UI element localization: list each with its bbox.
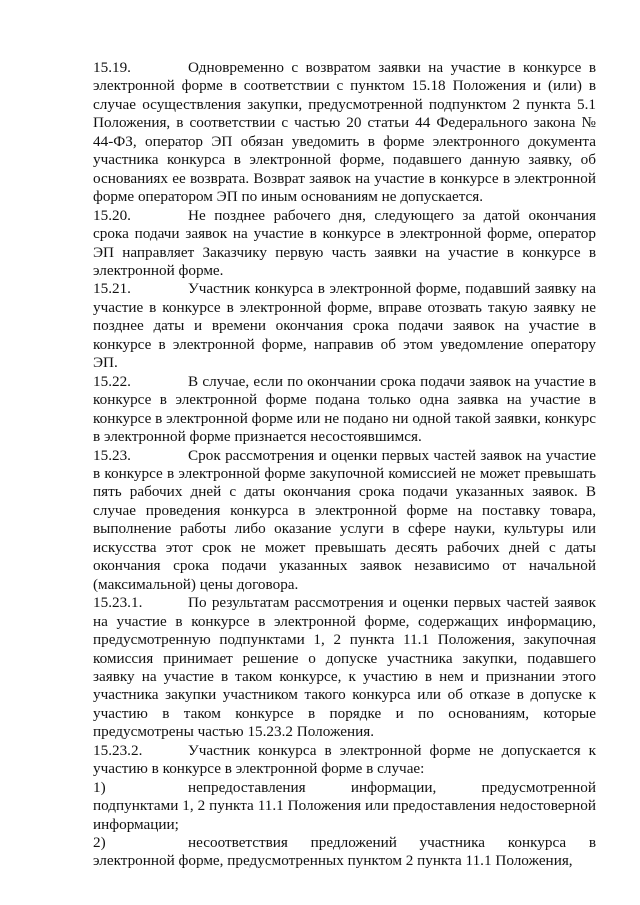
paragraph-number: 15.22.	[93, 372, 131, 390]
paragraph-15-21	[93, 280, 596, 372]
paragraph-number: 15.23.2.	[93, 741, 143, 759]
paragraph-text: Не позднее рабочего дня, следующего за датой окончания срока подачи заявок на участие в конкурсе в электронной форме, оператор ЭП направляет Заказчику первую часть заявки на участие в конкурсе в электронной форме.	[93, 206, 596, 279]
paragraph-15-19	[93, 59, 596, 207]
paragraph-text: По результатам рассмотрения и оценки первых частей заявок на участие в конкурсе в электронной форме, содержащих информацию, предусмотренную подпунктами 1, 2 пункта 11.1 Положения, закупочная комиссия принимает решение о допуске участника закупки, подавшего заявку на участие в таком конкурсе, к участию в нем и признании этого участника закупки участником такого конкурса или об отказе в допуске к участию в таком конкурсе в порядке и по основаниям, которые предусмотрены частью 15.23.2 Положения.	[93, 594, 596, 741]
paragraph-number: 15.20.	[93, 206, 131, 224]
list-item-2	[93, 834, 596, 871]
list-item-number: 2)	[93, 834, 106, 852]
paragraph-15-22	[93, 373, 596, 447]
paragraph-text: Участник конкурса в электронной форме не допускается к участию в конкурсе в электронной форме в случае:	[93, 741, 596, 778]
paragraph-text: Срок рассмотрения и оценки первых частей заявок на участие в конкурсе в электронной форме закупочной комиссией не может превышать пять рабочих дней с даты окончания срока подачи указанных заявок. В случае проведения конкурса в электронной форме на поставку товара, выполнение работы либо оказание услуги в сфере науки, культуры или искусства этот срок не может превышать десять рабочих дней с даты окончания срока подачи указанных заявок независимо от начальной (максимальной) цены договора.	[93, 446, 596, 593]
paragraph-number: 15.19.	[93, 59, 131, 76]
paragraph-15-23-2	[93, 742, 596, 779]
list-item-1	[93, 779, 596, 834]
paragraph-text: Участник конкурса в электронной форме, подавший заявку на участие в конкурсе в электронной форме, вправе отозвать такую заявку не позднее даты и времени окончания срока подачи заявок на участие в конкурсе в электронной форме, направив об этом уведомление оператору ЭП.	[93, 280, 596, 372]
document-page	[93, 59, 596, 871]
list-item-text: несоответствия предложений участника конкурса в электронной форме, предусмотренных пунктом 2 пункта 11.1 Положения,	[93, 834, 596, 870]
paragraph-number: 15.23.	[93, 446, 131, 464]
paragraph-15-23-1	[93, 594, 596, 742]
paragraph-15-23	[93, 447, 596, 595]
list-item-number: 1)	[93, 778, 106, 796]
paragraph-number: 15.21.	[93, 280, 131, 298]
paragraph-text: Одновременно с возвратом заявки на участие в конкурсе в электронной форме в соответствии с пунктом 15.18 Положения и (или) в случае осуществления закупки, предусмотренной подпунктом 2 пункта 5.1 Положения, в соответствии с частью 20 статьи 44 Федерального закона № 44-ФЗ, оператор ЭП обязан уведомить в форме электронного документа участника конкурса в электронной форме, подавшего данную заявку, об основаниях ее возврата. Возврат заявок на участие в конкурсе в электронной форме оператором ЭП по иным основаниям не допускается.	[93, 59, 596, 206]
paragraph-number: 15.23.1.	[93, 594, 143, 612]
paragraph-text: В случае, если по окончании срока подачи заявок на участие в конкурсе в электронной форме подана только одна заявка на участие в конкурсе в электронной форме или не подано ни одной такой заявки, конкурс в электронной форме признается несостоявшимся.	[93, 372, 596, 446]
list-item-text: непредоставления информации, предусмотренной подпунктами 1, 2 пункта 11.1 Положения или предоставления недостоверной информации;	[93, 778, 596, 833]
paragraph-15-20	[93, 207, 596, 281]
